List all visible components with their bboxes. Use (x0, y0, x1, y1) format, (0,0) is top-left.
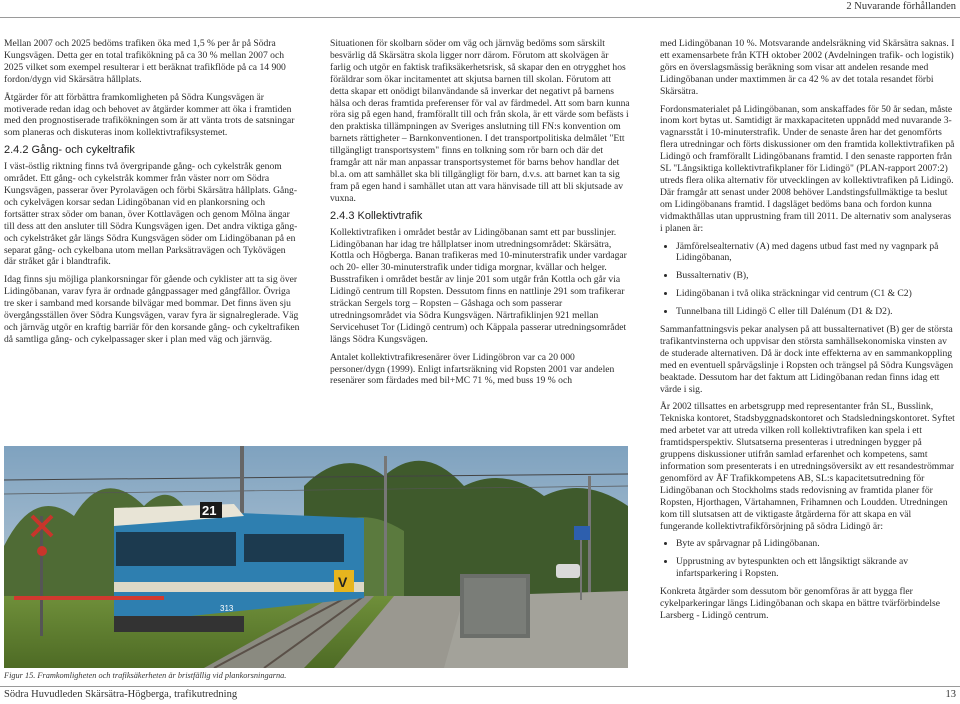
column-middle (330, 38, 630, 393)
bullet-list (660, 538, 956, 580)
figure-caption: Figur 15. Framkomligheten och trafiksäkerheten är bristfällig vid plankorsningarna. (4, 671, 287, 680)
paragraph: Antalet kollektivtrafikresenärer över Lidingöbron var ca 20 000 personer/dygn (1999). Enligt infartsräkning vid Ropsten 2001 var andelen resenärer som färdades med bil+MC 71 %, med buss 19 % och (330, 351, 615, 387)
page-number: 13 (945, 689, 956, 700)
tram-crossing-photo (4, 446, 628, 668)
list-item: • Tunnelbana till Lidingö C eller till Dalénum (D1 & D2). (676, 306, 956, 318)
section-heading: 2.4.2 Gång- och cykeltrafik (4, 144, 135, 157)
paragraph: Idag finns sju möjliga plankorsningar för gående och cyklister att ta sig över Lidingöbanan, varav fyra är ordnade gångpassager med gångfållor. Övriga tre sker i samband med korsande bilvägar med bommar. Det finns även sju övergångsställen över Södra Kungsvägen, varav fyra är signalreglerade. Väg och järnväg utgör en kraftig barriär för den korsande gång- och cykeltrafiken då samtliga gång- och cykelpassager sker i plan med väg och järnväg. (4, 274, 300, 345)
tram-car-number: 313 (220, 604, 234, 613)
photo-illustration (4, 446, 628, 668)
section-heading: 2.4.3 Kollektivtrafik (330, 209, 423, 222)
paragraph: Mellan 2007 och 2025 bedöms trafiken öka med 1,5 % per år på Södra Kungsvägen. Detta ger en total trafikökning på ca 30 % mellan 2007 och 2025 vilket som exempel resulterar i ett beräknat trafikflöde på ca 14 900 fordon/dygn vid Skärsätra hållplats. (4, 38, 286, 85)
column-right (660, 38, 956, 628)
tram-route-number: 21 (202, 503, 217, 518)
page-header (0, 0, 960, 18)
list-item: • Jämförelsealternativ (A) med dagens utbud fast med ny vagnpark på Lidingöbanan, (676, 241, 956, 265)
list-item: • Bussalternativ (B), (676, 270, 956, 282)
paragraph: Kollektivtrafiken i området består av Lidingöbanan samt ett par busslinjer. Lidingöbanan har idag tre hållplatser inom utredningsområdet: Skärsätra, Kottla och Högberga. Banan trafikeras med 10-minuterstrafik under vardagar och 20- eller 30-minuterstrafik under tidiga morgnar, kvällar och helger. Busstrafiken i området består av linje 201 som utgår från Kottla och går via Lidingö centrum till Ropsten. Dessutom finns en nattlinje 291 som trafikerar sträckan Sergels torg – Ropsten – Gåshaga och som passerar utredningsområdet via Södra Kungsvägen. Närtrafiklinjen 921 mellan Servicehuset Tor (Lidingö centrum) och Käppala passerar utredningsområdet längs Södra Kungsvägen. (330, 226, 627, 345)
paragraph: Åtgärder för att förbättra framkomligheten på Södra Kungsvägen är motiverade redan idag och behovet av åtgärder kommer att öka i framtiden med den prognostiserade trafikökningen som är att vänta trots de satsningar som planeras och diskuteras inom kollektivtrafiksystemet. (4, 91, 295, 139)
bullet-list (660, 241, 956, 319)
list-item: • Lidingöbanan i två olika sträckningar vid centrum (C1 & C2) (676, 288, 956, 300)
column-left (4, 38, 300, 352)
paragraph: I väst-östlig riktning finns två övergripande gång- och cykelstråk genom området. Ett gång- och cykelstråk kommer från väster norr om Södra Kungsvägen, passerar över Pyrolavägen och förbi Skärsätra hållplats. Gång- och cykelvägen korsar sedan Lidingöbanan vid en plankorsning och fortsätter strax söder om banan, över Kottlavägen och genom Mölna ängar till dess att den ansluter till Södra Kungsvägen igen. Det andra viktiga gång- och cykelstråket går längs Södra Kungsvägen söder om Lidingöbanan på en separat gång- och cykelbana utom mellan Parksätravägen och Tykövägen där stråket går i blandtrafik. (4, 161, 298, 268)
paragraph: med Lidingöbanan 10 %. Motsvarande andelsräkning vid Skärsätra saknas. I ett examensarbete från KTH oktober 2002 (Avdelningen trafik- och logistik) görs en överslagsmässig beräkning som visar att andelen resande med Lidingöbanan under maxtimmen är ca 42 % av det totala resandet förbi Skärsätra. (660, 38, 955, 97)
footer-document-title: Södra Huvudleden Skärsätra-Högberga, trafikutredning (4, 689, 238, 700)
paragraph: Sammanfattningsvis pekar analysen på att bussalternativet (B) ger de största trafikantvinsterna och uppvisar den största samhällsekonomiska vinsten av de studerade alternativen. Då är dock inte effekterna av en sammankoppling med en eventuell spårvägslinje i Ropsten och trängsel på Södra Kungsvägen beaktade. Dessutom har det faktum att Lidingöbanan redan finns idag ett värde i sig. (660, 324, 954, 395)
chapter-title: 2 Nuvarande förhållanden (846, 1, 956, 12)
paragraph: Fordonsmaterialet på Lidingöbanan, som anskaffades för 50 år sedan, måste inom kort bytas ut. Samtidigt är maxkapaciteten uppnådd med nuvarande 3-vagnarsståt i 10-minuterstrafik. Under de senaste åren har det genomförts flera utredningar och förts diskussioner om den framtida kollektivtrafiken på Lidingö och framförallt Lidingöbanans framtid. I den senaste rapporten från SL "Långsiktiga kollektivtrafikplaner för Lidingö" (PLAN-rapport 2007:2) utreds flera olika alternativ för utvecklingen av kollektivtrafiken på Lidingö. Där framgår att senast under 2008 behöver Landstingsfullmäktige ta beslut om Lidingöbanans framtid. I dagsläget bedöms bana och fordon kunna vidmakthållas utan upprustning fram till 2011. De alternativ som analyseras i planen är: (660, 103, 955, 234)
list-item: • Upprustning av bytespunkten och ett långsiktigt säkrande av infartsparkering i Ropsten. (676, 556, 956, 580)
list-item: • Byte av spårvagnar på Lidingöbanan. (676, 538, 956, 550)
page-footer (0, 686, 960, 704)
crossing-sign-letter: V (338, 574, 348, 590)
paragraph: Situationen för skolbarn söder om väg och järnväg bedöms som särskilt besvärlig då Skärsätra skola ligger norr därom. Förutom att skolvägen är farlig och utgör en faktisk trafiksäkerhetsrisk, så skapar den en otrygghet hos föräldrar som ökar incitamentet att skjutsa barnen till skolan. Förutom att detta skapar ett onödigt bilanvändande så inverkar det negativt på barnens hälsa och deras framtida preferenser för val av färdmedel. Att som barn kunna röra sig på egen hand, framförallt till och från skola, är ett värde som befästs i den praktiska tillämpningen av Sveriges anslutning till FN:s konvention om barnets rättigheter – Barnkonventionen. I det transportpolitiska delmålet "Ett tillgängligt transportsystem" finns en tolkning som rör barn och där det framgår att när man anpassar transportsystemet för barns behov handlar det bl.a. om att samhället ska bli tillgängligt för barn, d.v.s. att barnet kan ta sig fram på egen hand i samhället utan att vara hänvisade till att bli skjutsade av vuxna. (330, 38, 630, 204)
paragraph: År 2002 tillsattes en arbetsgrupp med representanter från SL, Busslink, Tekniska kontoret, Stadsbyggnadskontoret och Stadsledningskontoret. Syftet med arbetet var att utreda vilken roll kollektivtrafiken kan spela i ett framtidsperspektiv. Slutsatserna presenteras i utredningen bygger på gruppens diskussioner utifrån samlad erfarenhet och kompetens, samt information som presenterats i en utredningsöversikt av ett resandeströmmar genomförd av ÅF Trafikkompetens AB, SL:s kapacitetsutredning för Lidingöbanan och Stockholms stads redovisning av framtida planer för Ropsten, Hjorthagen, Värtahamnen, Frihamnen och Loudden. Utredningen kom till slutsatsen att de viktigaste åtgärderna för att skapa en väl fungerande kollektivtrafikförsörjning på södra Lidingö är: (660, 401, 955, 532)
paragraph: Konkreta åtgärder som dessutom bör genomföras är att bygga fler cykelparkeringar längs Lidingöbanan och skapa en bättre tvärförbindelse Larsberg - Lidingö centrum. (660, 586, 940, 621)
